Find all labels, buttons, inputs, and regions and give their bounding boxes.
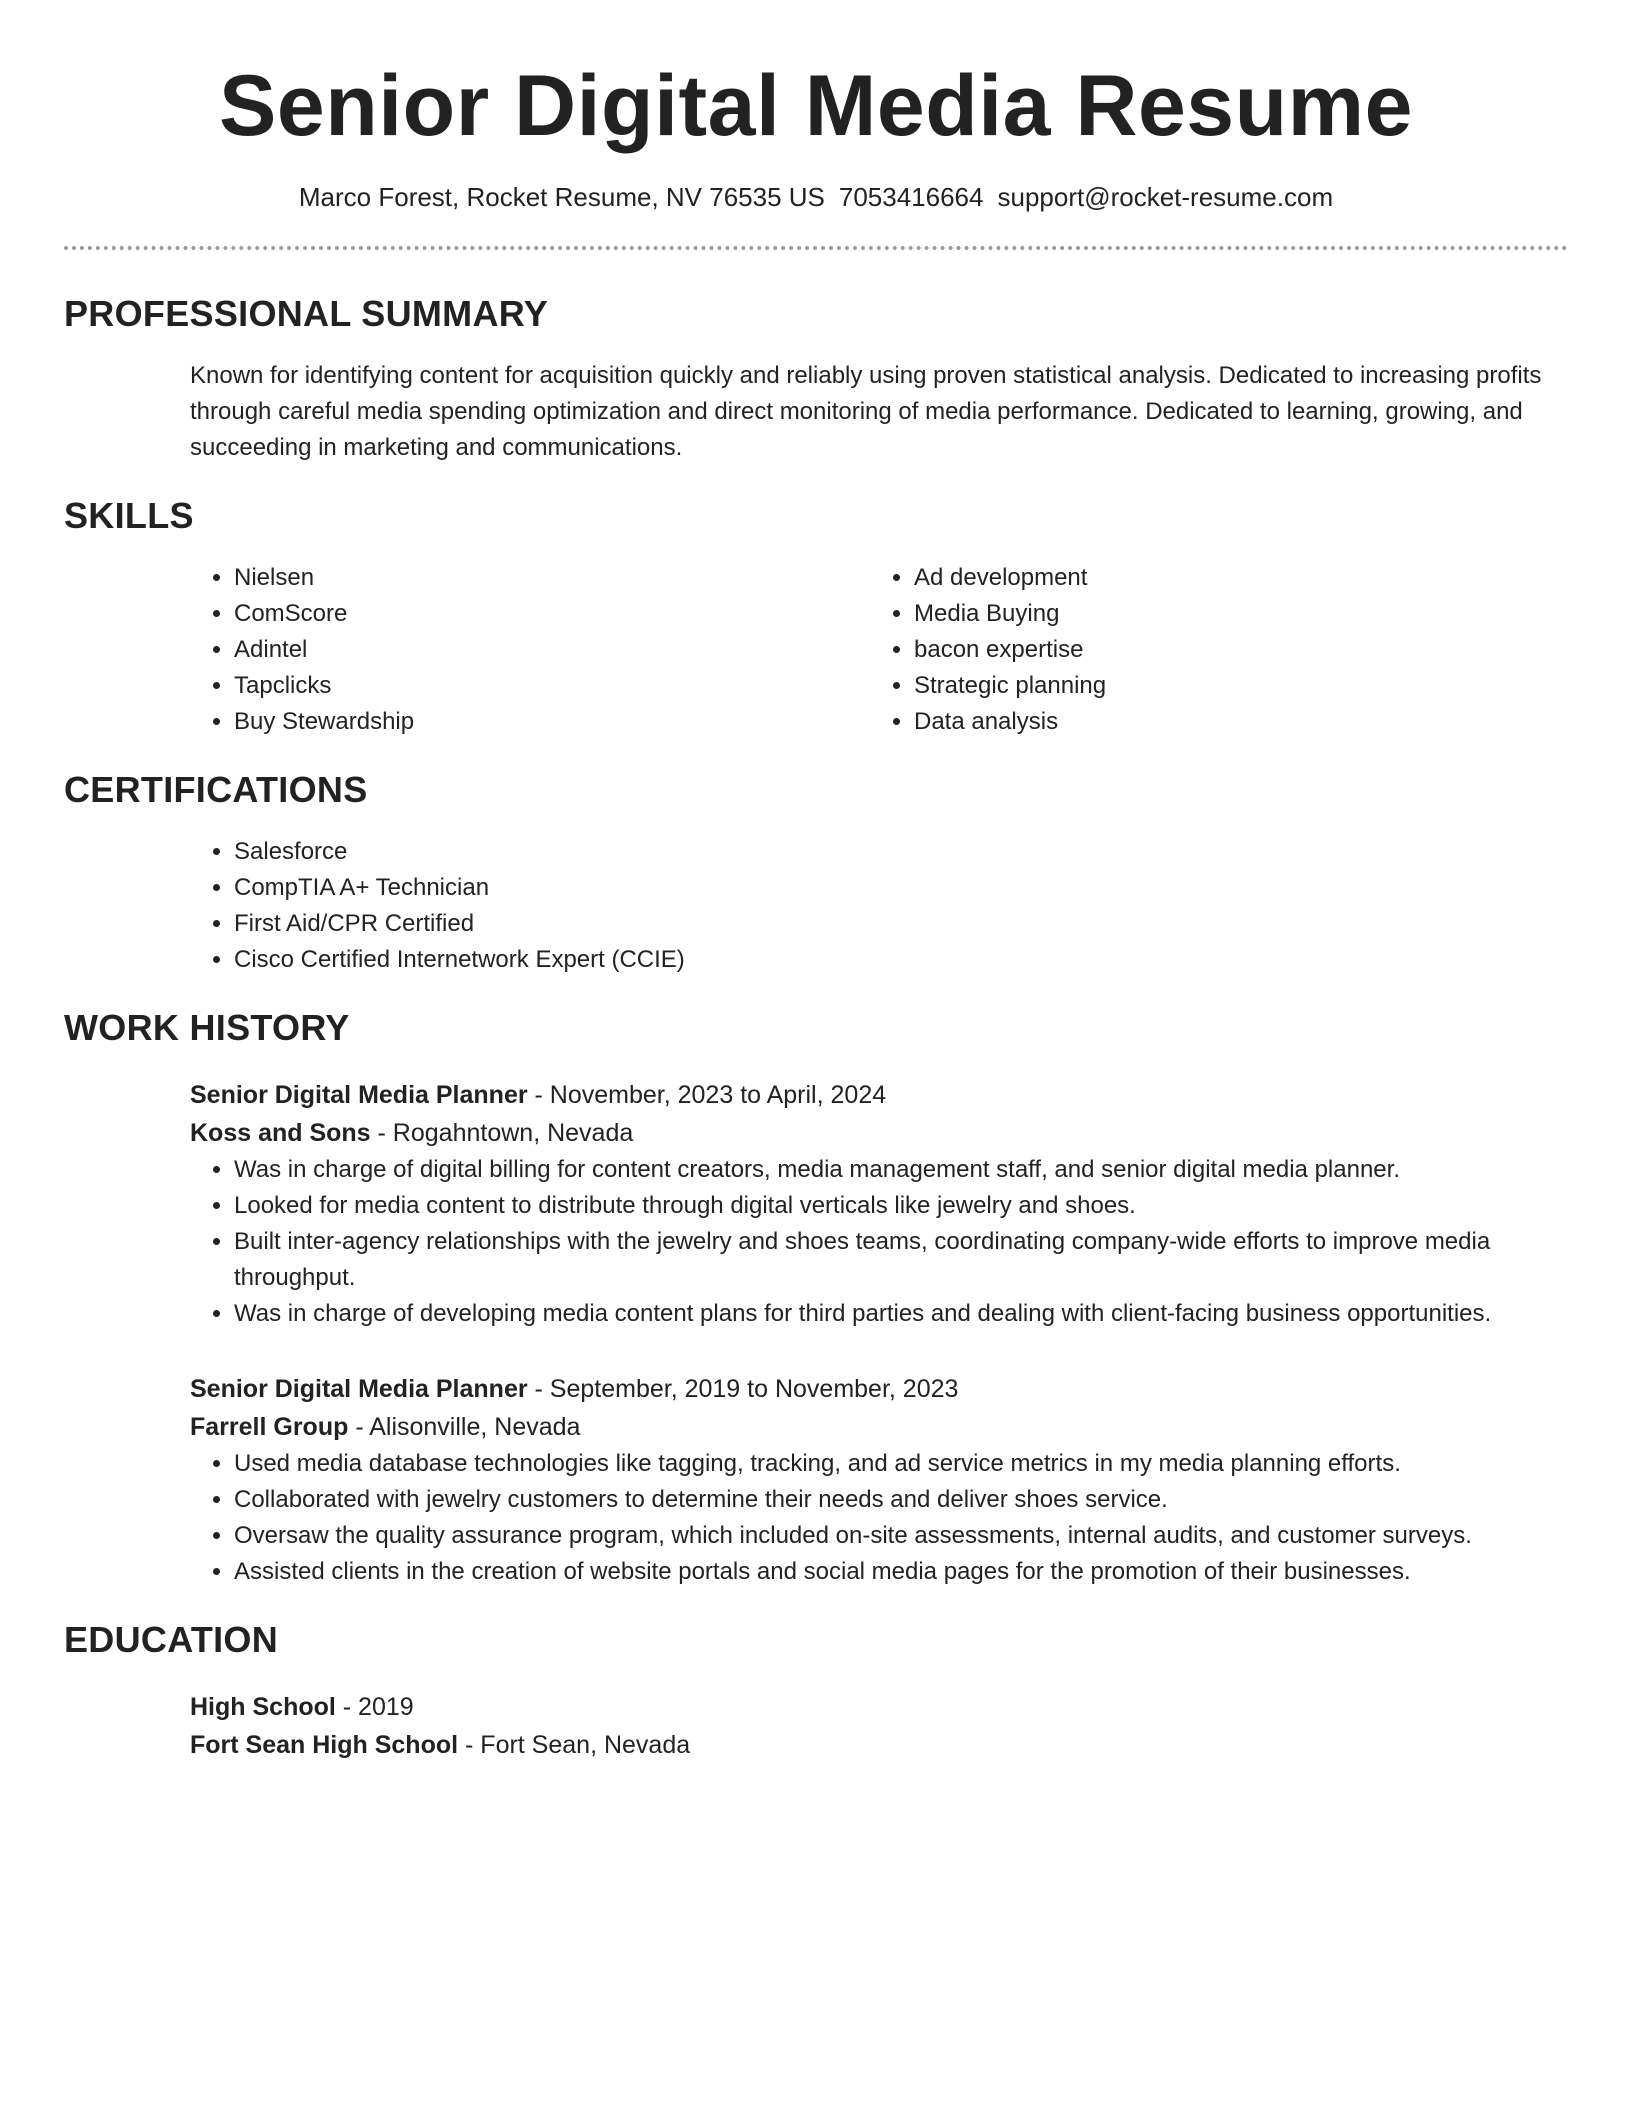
certifications-heading: CERTIFICATIONS (64, 769, 368, 810)
certification-item: • CompTIA A+ Technician (234, 870, 1568, 906)
certification-item: • Salesforce (234, 834, 1568, 870)
education-entry (190, 1688, 1568, 1764)
skill-item: • Nielsen (234, 560, 870, 596)
education-degree: High School (190, 1693, 336, 1721)
certifications-body (190, 834, 1568, 978)
contact-line (64, 180, 1568, 214)
education-school-line (190, 1726, 1568, 1764)
summary-heading: PROFESSIONAL SUMMARY (64, 293, 549, 334)
certifications-section (64, 770, 1568, 978)
certification-item: • Cisco Certified Internetwork Expert (CCIE) (234, 942, 1568, 978)
job-bullet: • Was in charge of developing media content plans for third parties and dealing with client-facing business opportunities. (234, 1296, 1568, 1332)
skill-item: • Media Buying (914, 596, 1550, 632)
skills-section (64, 496, 1568, 740)
summary-body (190, 358, 1568, 466)
job-dates: - November, 2023 to April, 2024 (527, 1081, 887, 1109)
education-year: - 2019 (335, 1693, 414, 1721)
job-title-line (190, 1076, 1568, 1114)
education-location: - Fort Sean, Nevada (458, 1731, 691, 1759)
job-bullet: • Looked for media content to distribute through digital verticals like jewelry and shoes. (234, 1188, 1568, 1224)
education-heading: EDUCATION (64, 1619, 279, 1660)
skill-item: • ComScore (234, 596, 870, 632)
work-history-heading: WORK HISTORY (64, 1007, 350, 1048)
job-bullet: • Used media database technologies like tagging, tracking, and ad service metrics in my media planning efforts. (234, 1446, 1568, 1482)
contact-email: support@rocket-resume.com (997, 182, 1334, 212)
job-company-line (190, 1114, 1568, 1152)
job-title: Senior Digital Media Planner (190, 1081, 528, 1109)
job-bullet: • Collaborated with jewelry customers to determine their needs and deliver shoes service. (234, 1482, 1568, 1518)
education-section (64, 1620, 1568, 1764)
job-entry (190, 1076, 1568, 1332)
job-company: Farrell Group (190, 1413, 349, 1441)
skills-column-left (190, 560, 870, 740)
summary-text: Known for identifying content for acquisition quickly and reliably using proven statistical analysis. Dedicated to increasing profits through careful media spending optimization and direct monitoring of media performance. Dedicated to learning, growing, and succeeding in marketing and communications. (190, 362, 1542, 461)
job-location: - Alisonville, Nevada (348, 1413, 581, 1441)
job-bullet: • Assisted clients in the creation of website portals and social media pages for the promotion of their businesses. (234, 1554, 1568, 1590)
skills-column-right (870, 560, 1550, 740)
job-bullet: • Was in charge of digital billing for content creators, media management staff, and senior digital media planner. (234, 1152, 1568, 1188)
job-title-line (190, 1370, 1568, 1408)
skill-item: • bacon expertise (914, 632, 1550, 668)
certification-item: • First Aid/CPR Certified (234, 906, 1568, 942)
skill-item: • Tapclicks (234, 668, 870, 704)
work-history-section (64, 1008, 1568, 1590)
job-title: Senior Digital Media Planner (190, 1375, 528, 1403)
contact-phone: 7053416664 (838, 182, 984, 212)
job-dates: - September, 2019 to November, 2023 (527, 1375, 959, 1403)
job-bullets (190, 1152, 1568, 1332)
job-location: - Rogahntown, Nevada (370, 1119, 634, 1147)
skills-heading: SKILLS (64, 495, 194, 536)
header-divider (64, 246, 1568, 250)
skills-body (190, 560, 1568, 740)
job-bullets (190, 1446, 1568, 1590)
skill-item: • Strategic planning (914, 668, 1550, 704)
resume-title: Senior Digital Media Resume (219, 58, 1413, 154)
education-degree-line (190, 1688, 1568, 1726)
summary-section (64, 294, 1568, 466)
job-entry (190, 1370, 1568, 1590)
skills-grid (190, 560, 1568, 740)
contact-address: Marco Forest, Rocket Resume, NV 76535 US (298, 182, 825, 212)
job-header (190, 1076, 1568, 1152)
job-bullet: • Built inter-agency relationships with the jewelry and shoes teams, coordinating company-wide efforts to improve media throughput. (234, 1224, 1568, 1296)
education-school: Fort Sean High School (190, 1731, 459, 1759)
job-bullet: • Oversaw the quality assurance program, which included on-site assessments, internal audits, and customer surveys. (234, 1518, 1568, 1554)
job-header (190, 1370, 1568, 1446)
job-company: Koss and Sons (190, 1119, 371, 1147)
work-history-body (190, 1076, 1568, 1590)
skill-item: • Ad development (914, 560, 1550, 596)
skill-item: • Data analysis (914, 704, 1550, 740)
skill-item: • Adintel (234, 632, 870, 668)
job-company-line (190, 1408, 1568, 1446)
skill-item: • Buy Stewardship (234, 704, 870, 740)
education-body (190, 1688, 1568, 1764)
